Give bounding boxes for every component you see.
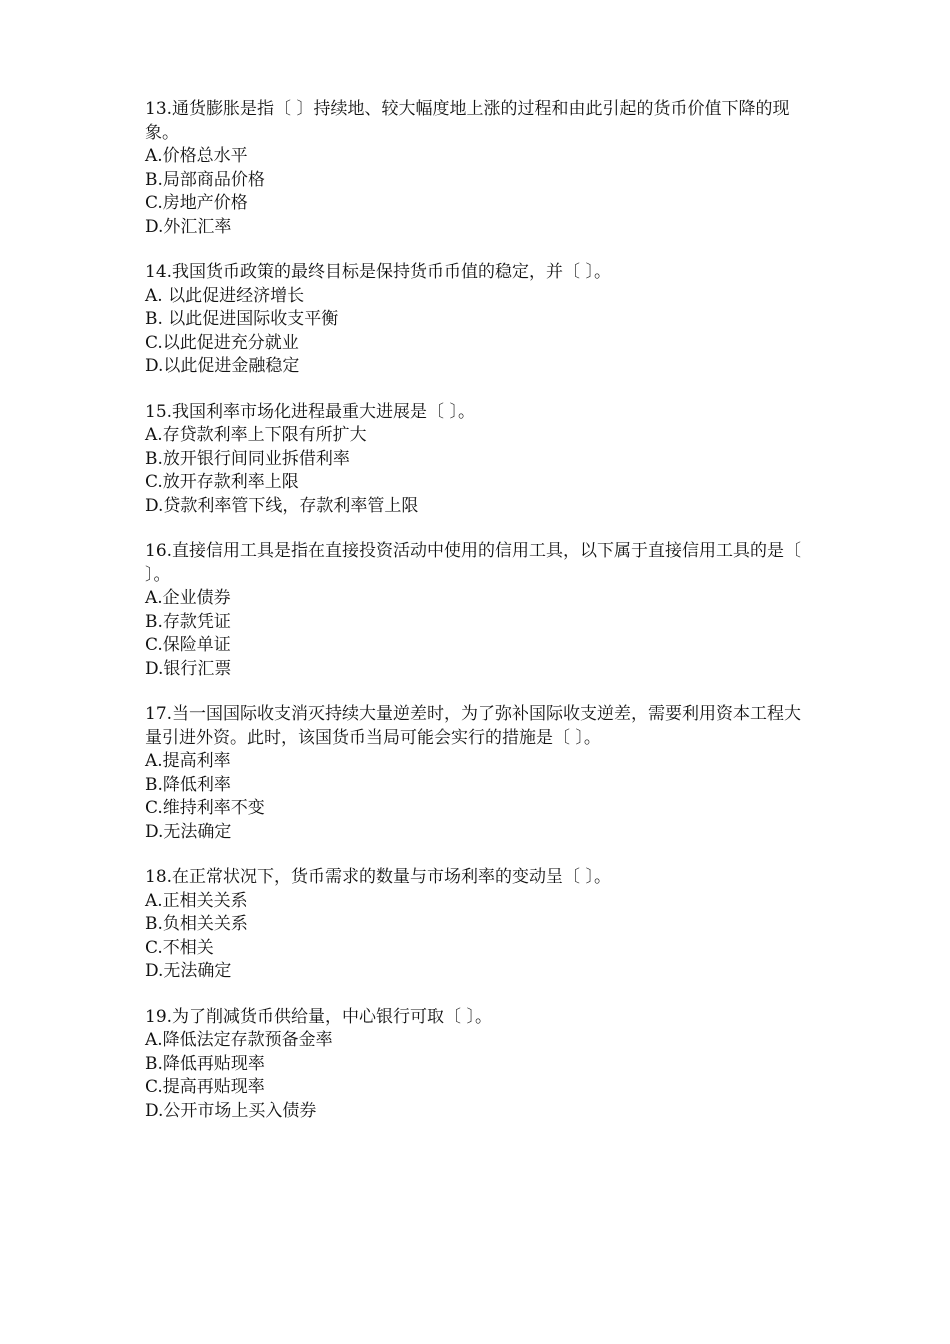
question-stem: 17.当一国国际收支消灭持续大量逆差时，为了弥补国际收支逆差，需要利用资本工程大量引进外资。此时，该国货币当局可能会实行的措施是〔 〕。 <box>145 704 802 748</box>
question-13 <box>145 98 807 239</box>
option-d: D.无法确定 <box>145 821 232 842</box>
question-stem: 19.为了削减货币供给量，中心银行可取〔 〕。 <box>145 1006 492 1027</box>
option-b: B.存款凭证 <box>145 611 231 632</box>
option-b: B.负相关关系 <box>145 914 248 934</box>
question-stem: 13.通货膨胀是指〔 〕持续地、较大幅度地上涨的过程和由此引起的货币价值下降的现象。 <box>145 99 790 143</box>
question-14 <box>145 261 807 379</box>
question-15 <box>145 401 807 519</box>
option-d: D.贷款利率管下线，存款利率管上限 <box>145 495 419 516</box>
question-stem: 15.我国利率市场化进程最重大进展是〔 〕。 <box>145 401 475 422</box>
option-a: A.存贷款利率上下限有所扩大 <box>145 425 367 445</box>
option-d: D.以此促进金融稳定 <box>145 356 300 376</box>
option-a: A.降低法定存款预备金率 <box>145 1030 333 1050</box>
question-stem: 14.我国货币政策的最终目标是保持货币币值的稳定，并〔 〕。 <box>145 262 611 282</box>
option-d: D.外汇汇率 <box>145 216 232 237</box>
option-d: D.银行汇票 <box>145 658 232 679</box>
option-b: B.放开银行间同业拆借利率 <box>145 448 350 469</box>
option-c: C.房地产价格 <box>145 193 248 213</box>
option-a: A.提高利率 <box>145 751 231 771</box>
option-b: B. 以此促进国际收支平衡 <box>145 309 339 329</box>
question-18 <box>145 866 807 984</box>
option-a: A.正相关关系 <box>145 890 248 911</box>
option-a: A.企业债券 <box>145 588 231 608</box>
option-c: C.保险单证 <box>145 635 231 655</box>
question-stem: 16.直接信用工具是指在直接投资活动中使用的信用工具，以下属于直接信用工具的是〔 〕。 <box>145 541 802 585</box>
option-c: C.维持利率不变 <box>145 798 265 818</box>
option-c: C.不相关 <box>145 937 214 958</box>
option-a: A. 以此促进经济增长 <box>145 285 305 306</box>
option-b: B.降低利率 <box>145 774 231 795</box>
question-stem: 18.在正常状况下，货币需求的数量与市场利率的变动呈〔 〕。 <box>145 867 611 887</box>
option-c: C.放开存款利率上限 <box>145 472 299 492</box>
question-17 <box>145 703 807 844</box>
option-a: A.价格总水平 <box>145 146 248 166</box>
question-19 <box>145 1006 807 1124</box>
option-d: D.公开市场上买入债券 <box>145 1100 317 1121</box>
option-b: B.局部商品价格 <box>145 169 265 190</box>
option-d: D.无法确定 <box>145 961 232 981</box>
option-b: B.降低再贴现率 <box>145 1053 265 1074</box>
document-page <box>145 98 807 1145</box>
option-c: C.提高再贴现率 <box>145 1077 265 1097</box>
option-c: C.以此促进充分就业 <box>145 332 299 353</box>
question-16 <box>145 540 807 681</box>
